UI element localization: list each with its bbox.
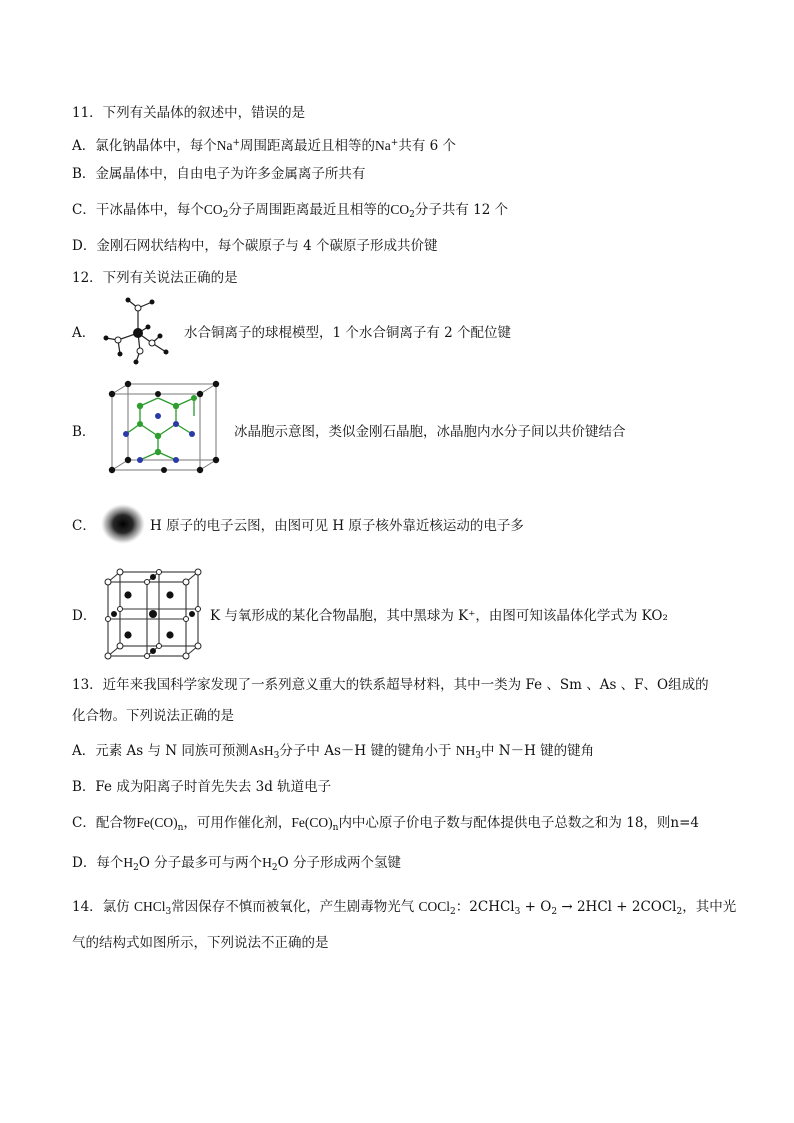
q12-option-d: D． K 与氧形成的某化合物晶胞，其中黑球为 K⁺，由图可知该晶体化学式为 KO₂ [72, 568, 668, 660]
hydrated-copper-ion-model-figure [100, 296, 178, 366]
q14-stem-line2: 气的结构式如图所示，下列说法不正确的是 [72, 935, 329, 951]
q12-option-c: C． H 原子的电子云图，由图可见 H 原子核外靠近核运动的电子多 [72, 502, 524, 546]
q11-option-d: D．金刚石网状结构中，每个碳原子与 4 个碳原子形成共价键 [72, 238, 438, 254]
q12-stem: 12．下列有关说法正确的是 [72, 270, 238, 286]
q13-option-a: A．元素 As 与 N 同族可预测AsH$_3$分子中 As－H 键的键角小于 $NH_3$中 N－H 键的键角 [72, 743, 595, 761]
q13-option-b: B．Fe 成为阳离子时首先失去 3d 轨道电子 [72, 779, 332, 795]
q13-stem-line2: 化合物。下列说法正确的是 [72, 708, 234, 724]
q13-option-c: C．配合物$Fe(CO)_n$，可用作催化剂，$Fe(CO)_n$内中心原子价电子数与配体提供电子总数之和为 18，则n=4 [72, 815, 700, 833]
q12-option-b: B． 冰晶胞示意图，类似金刚石晶胞，冰晶胞内水分子间以共价键结合 [72, 380, 626, 480]
q11-stem: 11．下列有关晶体的叙述中，错误的是 [72, 105, 306, 121]
q12-option-a: A． 水合铜离子的球棍模型，1 个水合铜离子有 2 个配位键 [72, 296, 511, 366]
q11-option-a: A．氯化钠晶体中，每个Na+周围距离最近且相等的Na+共有 6 个 [72, 138, 457, 154]
potassium-oxide-unit-cell-figure [100, 568, 204, 660]
ice-unit-cell-figure [100, 380, 222, 480]
q13-option-d: D．每个$H_2O$ 分子最多可与两个$H_2O$ 分子形成两个氢键 [72, 855, 402, 873]
q14-stem-line1: 14．氯仿 CHCl$_3$常因保存不慎而被氧化，产生剧毒物光气 COCl$_2$：2CHCl$_3$ + $O_2 \to 2HCl$ + 2COCl$_2$，其中光 [72, 899, 737, 917]
q11-option-c: C．干冰晶体中，每个$CO_2$分子周围距离最近且相等的$CO_2$分子共有 12 个 [72, 202, 509, 220]
electron-cloud-figure [100, 502, 146, 546]
q13-stem-line1: 13．近年来我国科学家发现了一系列意义重大的铁系超导材料，其中一类为 Fe 、Sm 、As 、F、O组成的 [72, 677, 709, 693]
q11-option-b: B．金属晶体中，自由电子为许多金属离子所共有 [72, 166, 366, 182]
